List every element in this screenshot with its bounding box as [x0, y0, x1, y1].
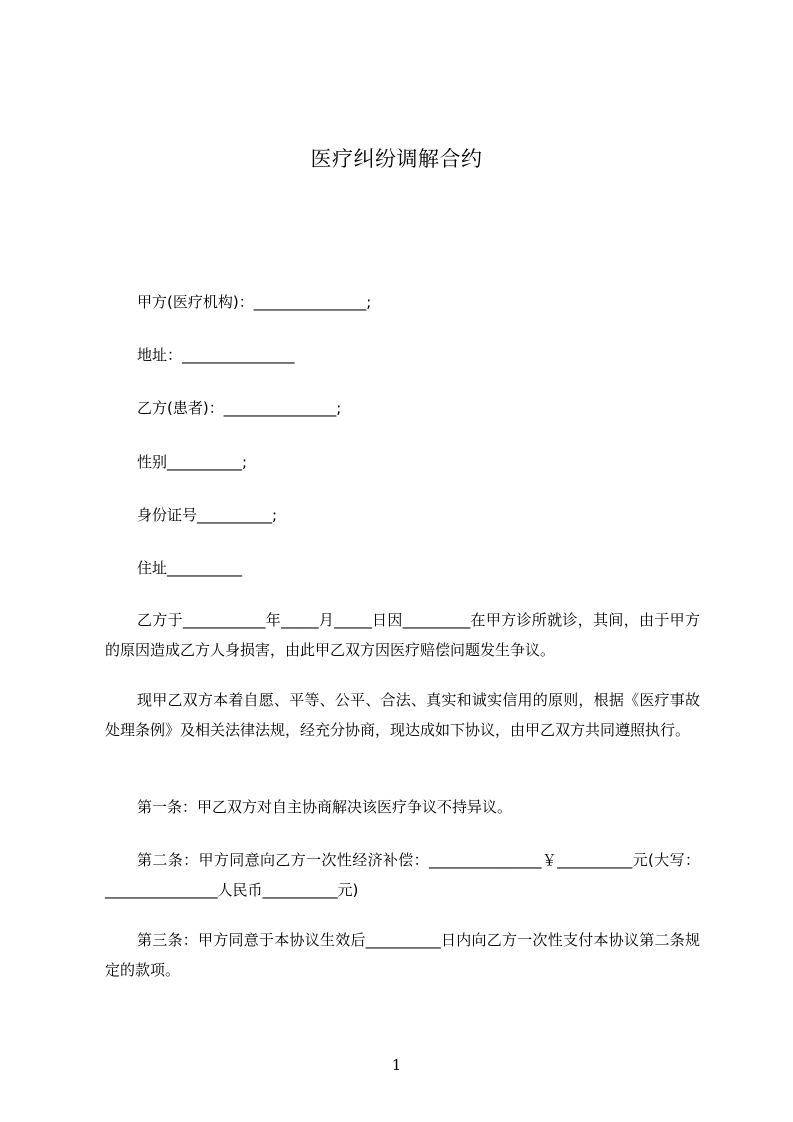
party-a-field: 甲方(医疗机构)：_______________;	[137, 293, 372, 311]
article-3: 第三条：甲方同意于本协议生效后__________日内向乙方一次性支付本协议第二条规定的款项。	[105, 931, 700, 979]
gender-field: 性别__________;	[137, 453, 248, 471]
article-2: 第二条：甲方同意向乙方一次性经济补偿：_______________￥__________元(大写：_______________人民币__________元)	[105, 851, 700, 899]
party-b-field: 乙方(患者)：_______________;	[137, 399, 342, 417]
document-title: 医疗纠纷调解合约	[310, 147, 483, 171]
address-field: 地址：_______________	[137, 346, 295, 364]
residence-field: 住址__________	[137, 559, 243, 577]
page-number: 1	[391, 1056, 402, 1074]
article-1: 第一条：甲乙双方对自主协商解决该医疗争议不持异议。	[137, 798, 513, 816]
paragraph-principles: 现甲乙双方本着自愿、平等、公平、合法、真实和诚实信用的原则，根据《医疗事故处理条例》及相关法律法规，经充分协商，现达成如下协议，由甲乙双方共同遵照执行。	[105, 691, 700, 739]
paragraph-incident: 乙方于___________年_____月_____日因_________在甲方诊所就诊，其间，由于甲方的原因造成乙方人身损害，由此甲乙双方因医疗赔偿问题发生争议。	[105, 611, 700, 659]
id-number-field: 身份证号__________;	[137, 506, 278, 524]
